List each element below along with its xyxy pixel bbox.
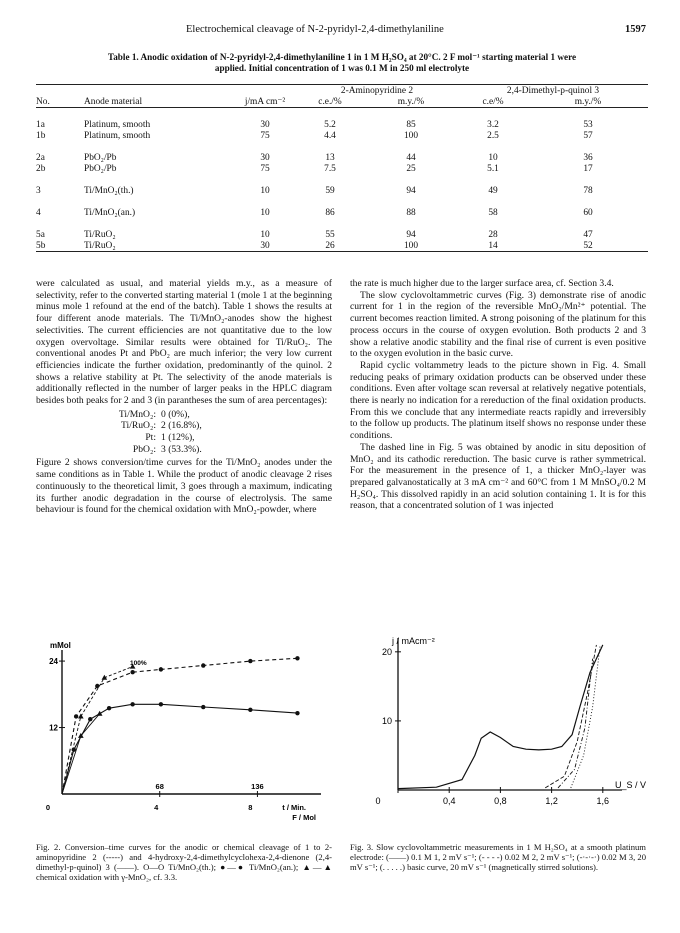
- fig2-data-point: [295, 711, 299, 715]
- results-table: [36, 84, 648, 254]
- fig2-data-point: [201, 663, 205, 667]
- fig3-series-line: [545, 645, 596, 788]
- col-header: c.e./%: [318, 97, 342, 107]
- col-header: No.: [36, 97, 50, 107]
- fig2-series-line: [62, 704, 298, 794]
- table-caption-line-2: applied. Initial concentration of 1 was 0.1 M in 250 ml electrolyte: [214, 63, 470, 73]
- group-header-2: 2-Aminopyridine 2: [340, 86, 414, 96]
- fig2-time-label: t / Min.: [282, 803, 306, 812]
- fig3-x-tick: 0,4: [442, 796, 456, 806]
- fig2-y-tick: 24: [49, 657, 58, 667]
- table-row: 4 Ti/MnO₂(an.) 10 86 88 58 60: [36, 208, 593, 218]
- table-row: 1a Platinum, smooth 30 5.2 85 3.2 53: [36, 120, 593, 130]
- table-row: 2b PbO₂/Pb 75 7.5 25 5.1 17: [36, 164, 593, 174]
- left-column: [36, 278, 332, 516]
- list-item: Ti/RuO₂: 2 (16.8%),: [121, 420, 202, 432]
- fig2-data-point: [248, 708, 252, 712]
- col-header: c.e/%: [482, 97, 504, 107]
- col-header: j/mA cm⁻²: [244, 97, 286, 107]
- fig2-annotation: 100%: [130, 660, 147, 667]
- table-row: 2a PbO₂/Pb 30 13 44 10 36: [36, 153, 593, 163]
- list-item: Ti/MnO₂: 0 (0%),: [118, 408, 190, 420]
- fig2-data-point: [88, 717, 92, 721]
- col-header: Anode material: [84, 97, 143, 107]
- figure-2-chart: [36, 636, 336, 824]
- fig2-data-point: [248, 659, 252, 663]
- table-row: 3 Ti/MnO₂(th.) 10 59 94 49 78: [36, 186, 593, 196]
- col-header: m.y./%: [574, 97, 602, 107]
- fig2-data-point: [74, 714, 78, 718]
- table-row: 5a Ti/RuO₂ 10 55 94 28 47: [36, 230, 593, 240]
- fig3-y-label: j / mAcm⁻²: [392, 636, 435, 646]
- figure-2-caption: Fig. 2. Conversion–time curves for the anodic or chemical cleavage of 1 to 2-aminopyridine 2 (-----) and 4-hydroxy-2,4-dimethylcyclohexa-2,4-dienone (2,4-dimethyl-p-quinol) 3 (——). O—O Ti/MnO₂(th.); ●—● Ti/MnO₂(an.); ▲—▲ chemical oxidation with γ-MnO₂, cf. 3.3.: [36, 842, 332, 882]
- fig2-data-point: [201, 705, 205, 709]
- fig2-charge-tick: 4: [154, 803, 159, 812]
- fig2-data-point: [130, 702, 134, 706]
- fig2-series-line: [62, 714, 100, 794]
- fig2-series-line: [62, 658, 298, 794]
- col-header: m.y./%: [397, 97, 425, 107]
- fig3-y-tick: 10: [381, 715, 392, 726]
- fig3-x-tick: 1,2: [545, 796, 558, 806]
- fig2-data-point: [107, 706, 111, 710]
- fig2-y-tick: 12: [49, 723, 58, 733]
- fig2-data-point: [72, 747, 76, 751]
- table-row: 1b Platinum, smooth 75 4.4 100 2.5 57: [36, 131, 593, 141]
- figure-3-chart: [350, 630, 650, 830]
- fig2-data-point: [159, 667, 163, 671]
- hplc-peaks-list: [106, 409, 332, 456]
- fig3-series: [398, 645, 603, 789]
- fig2-charge-tick: 8: [248, 803, 253, 812]
- figure-3-caption: Fig. 3. Slow cyclovoltammetric measurements in 1 M H₂SO₄ at a smooth platinum electrode: (——) 0.1 M 1, 2 mV s⁻¹; (- - - -) 0.02 M 2, 2 mV s⁻¹; (-·-·-·) 0.02 M 3, 20 mV s⁻¹; (. . . . .) basic curve, 20 mV s⁻¹ (magnetically stirred solutions).: [350, 842, 646, 872]
- fig2-data-point: [78, 713, 84, 718]
- fig2-series: [62, 656, 300, 794]
- table-row: 5b Ti/RuO₂ 30 26 100 14 52: [36, 241, 593, 251]
- paragraph: The slow cyclovoltammetric curves (Fig. 3) demonstrate rise of anodic current for 1 in the region of the reversible MnO₂/Mn²⁺ potential. The current becomes reaction limited. A strong poisoning of the platinum for this process occurs in the course of oxygen evolution. Both products 2 and 3 show a relative anodic stability and the final rise of current is even positive to the oxygen evolution in the basic curve.: [350, 289, 646, 360]
- fig3-series-line: [398, 645, 603, 789]
- table-column-header: [36, 96, 648, 108]
- page-number: 1597: [625, 24, 646, 35]
- fig3-x-tick: 1,6: [596, 796, 610, 806]
- fig3-x-tick: 0,8: [494, 796, 507, 806]
- fig3-x-tick: 0: [375, 796, 381, 806]
- list-item: Pt: 1 (12%),: [145, 432, 195, 444]
- table-caption-line-1: Table 1. Anodic oxidation of N-2-pyridyl-2,4-dimethylaniline 1 in 1 M H₂SO₄ at 20°C. 2 F mol⁻¹ starting material 1 were: [107, 52, 577, 62]
- right-column: [350, 278, 646, 512]
- fig2-charge-label: F / Mol: [292, 813, 316, 822]
- fig3-y-tick: 20: [381, 646, 392, 657]
- fig2-data-point: [130, 670, 134, 674]
- fig2-time-tick: 68: [155, 782, 164, 791]
- paragraph: Rapid cyclic voltammetry leads to the picture shown in Fig. 4. Small reducing peaks of primary oxidation products can be observed under these conditions. Even after voltage scan reversal at relatively negative potentials, there is nearly no indication for a rereduction of the final oxidation products. From this we conclude that any intermediate reacts rapidly and irreversibly to the follow up products. The platinum itself shows no response under these conditions.: [350, 359, 646, 442]
- fig2-charge-tick: 0: [45, 803, 51, 812]
- fig2-data-point: [159, 702, 163, 706]
- paragraph: the rate is much higher due to the larger surface area, cf. Section 3.4.: [350, 278, 614, 289]
- fig2-axes: [59, 650, 321, 797]
- fig2-data-point: [295, 656, 299, 660]
- fig2-time-tick: 136: [251, 782, 264, 791]
- fig3-x-label: U_S / V: [615, 780, 647, 790]
- paragraph: Figure 2 shows conversion/time curves for the Ti/MnO₂ anodes under the same conditions as in Table 1. While the product of anodic cleavage 2 rises continuously to the theoretical limit, 3 goes through a maximum, indicating its further anodic degradation in the course of electrolysis. The same behaviour is found for the chemical oxidation with MnO₂-powder, where: [36, 457, 332, 516]
- running-title: Electrochemical cleavage of N-2-pyridyl-2,4-dimethylaniline: [186, 24, 444, 35]
- fig3-axes: [395, 638, 622, 793]
- list-item: PbO₂: 3 (53.3%).: [132, 443, 202, 455]
- table-group-header: [36, 85, 648, 97]
- paragraph: were calculated as usual, and material yields m.y., as a measure of selectivity, refer to the converted starting material 1 (mole 1 at the beginning minus mole 1 refound at the end of the batch). Table 1 shows the results at four different anode materials. The Ti/MnO₂-anodes show the highest selectivities. The current efficiencies are not quantitative due to the low oxygen overvoltage. Similar results were obtained for Ti/RuO₂. The conventional anodes Pt and PbO₂ are much inferior; the very low current efficiencies indicate the further oxidation, predominantly of the quinol. 2 shows a relative stability at Pt. The selectivity of the anode materials is additionally reflected in the number of larger peaks in the HPLC diagram besides both peaks for 2 and 3 (in parantheses the sum of area percentages):: [36, 278, 332, 407]
- fig2-y-label: mMol: [50, 641, 71, 650]
- table-caption: [36, 52, 648, 74]
- paragraph: The dashed line in Fig. 5 was obtained by anodic in situ deposition of MnO₂ and its cathodic rereduction. The basic curve is rather symmetrical. For the measurement in the presence of 1, a thicker MnO₂-layer was prepared galvanostatically at 3 mA cm⁻² and 60°C from 1 M MnSO₄/0.2 M H₂SO₄. This dissolved rapidly in an acid solution containing 1. It is for this reason, that a concentrated solution of 1 was injected: [350, 441, 646, 512]
- group-header-3: 2,4-Dimethyl-p-quinol 3: [506, 86, 600, 96]
